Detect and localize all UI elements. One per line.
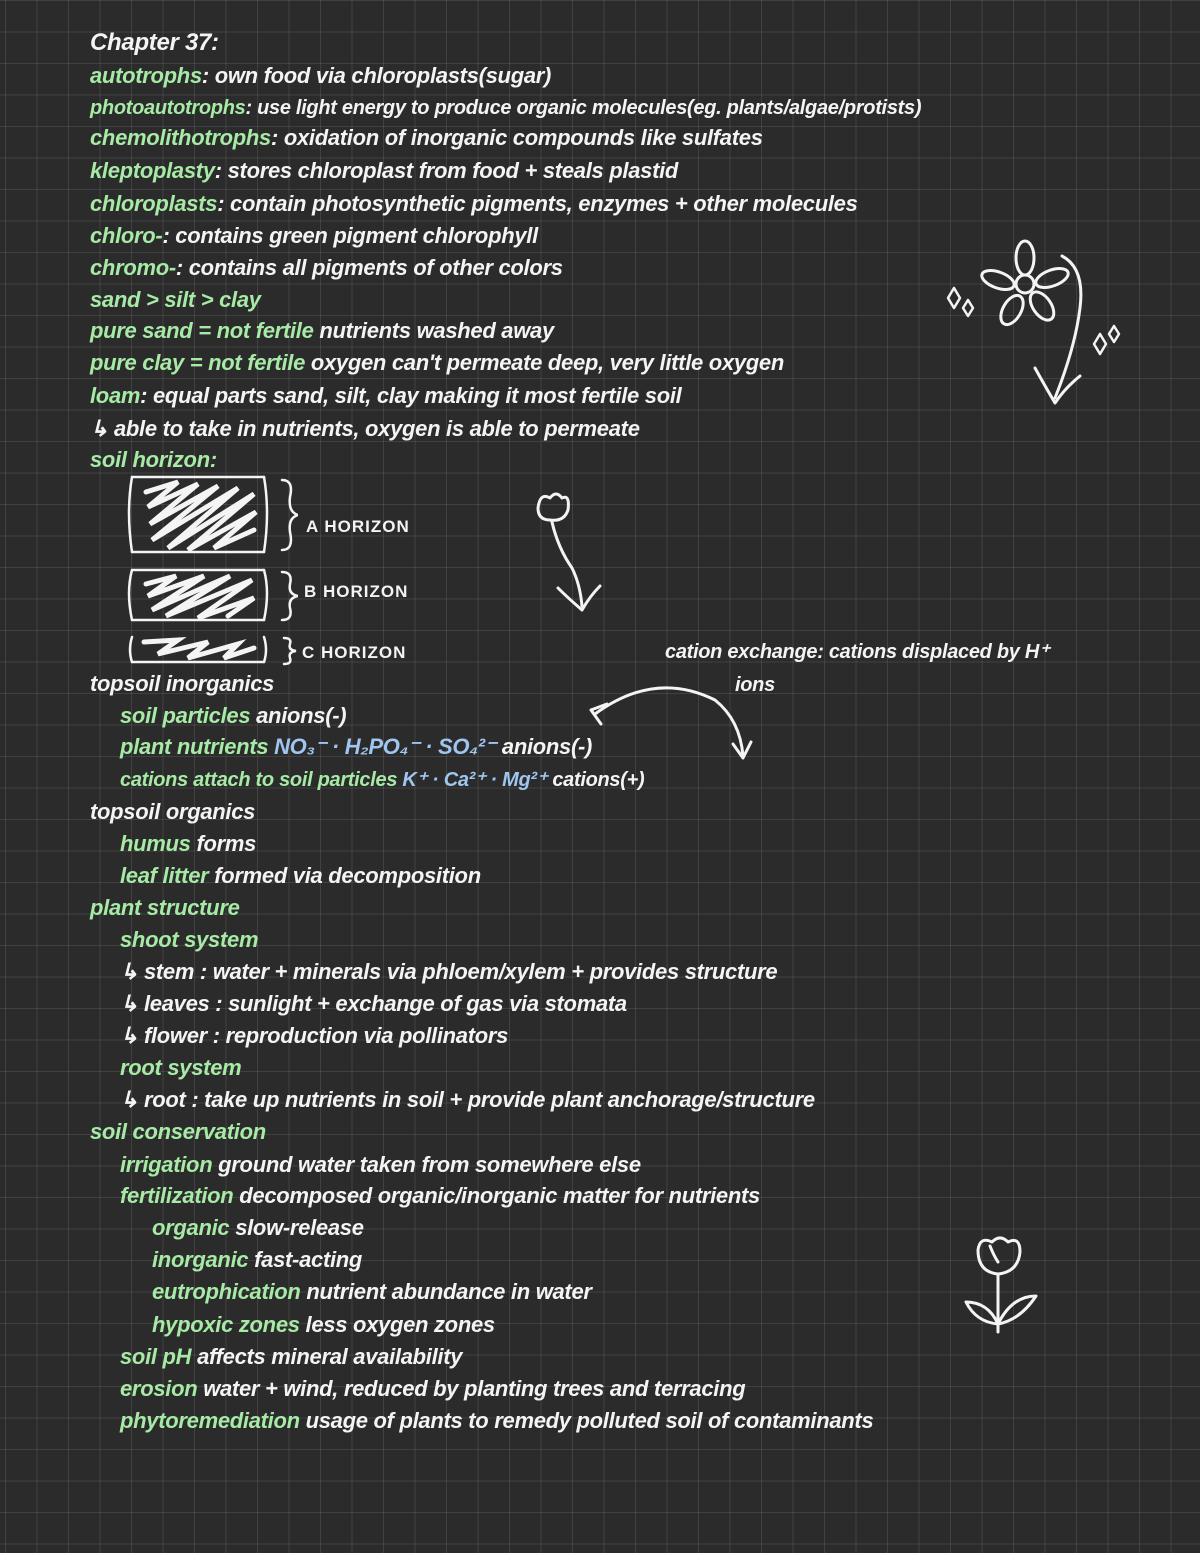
definition: decomposed organic/inorganic matter for nutrients [239,1183,760,1208]
definition-line [90,316,554,346]
definition: anions(-) [501,734,593,759]
soil-conservation-heading: soil conservation [90,1119,266,1144]
cation-exchange-continuation: ions [735,674,775,696]
sparkle-icon [948,288,1119,354]
leaf-litter-line [120,861,481,891]
definition: formed via decomposition [214,863,481,888]
tulip-doodle-icon [960,1232,1050,1342]
definition: : equal parts sand, silt, clay making it most fertile soil [140,383,682,408]
tulip-arrow-doodle-icon [528,488,608,618]
term: erosion [120,1376,198,1401]
definition-line [90,123,763,153]
definition: slow-release [235,1215,364,1240]
definition-line [90,221,538,251]
definition-line [90,189,858,219]
flower-line: ↳ flower : reproduction via pollinators [120,1023,509,1048]
definition: oxygen can't permeate deep, very little oxygen [310,350,784,375]
definition: : contains green pigment chlorophyll [162,223,538,248]
definition: anions(-) [256,703,347,728]
definition: cations(+) [552,769,645,791]
root-system-heading: root system [120,1055,242,1080]
inorganic-line [152,1245,362,1275]
cation-exchange-line [665,637,1049,667]
flower-arrow-doodle-icon [940,238,1125,418]
term: soil horizon: [90,447,217,472]
term: soil pH [120,1344,192,1369]
definition-line [90,445,217,475]
fertilization-line [120,1181,760,1211]
hypoxic-zones-line [152,1310,495,1340]
definition-line [90,348,784,378]
term: inorganic [152,1247,249,1272]
term: chemolithotrophs [90,125,271,150]
term: soil particles [120,703,251,728]
definition: affects mineral availability [197,1344,463,1369]
irrigation-line [120,1150,641,1180]
definition: fast-acting [254,1247,363,1272]
definition-line [90,285,261,315]
definition: ↳ able to take in nutrients, oxygen is able to permeate [90,416,640,441]
definition: cations displaced by H⁺ [828,641,1050,663]
term: pure clay = not fertile [90,350,306,375]
definition: : use light energy to produce organic molecules(eg. plants/algae/protists) [245,97,922,119]
term: phytoremediation [120,1408,300,1433]
definition: water + wind, reduced by planting trees and terracing [203,1376,746,1401]
humus-line [120,829,256,859]
definition: : oxidation of inorganic compounds like sulfates [270,125,763,150]
soil-particles-line [120,701,346,731]
definition: : own food via chloroplasts(sugar) [201,63,552,88]
definition: : contains all pigments of other colors [175,255,563,280]
term: hypoxic zones [152,1312,300,1337]
definition-line [90,414,640,444]
definition: usage of plants to remedy polluted soil of contaminants [305,1408,874,1433]
stem-line: ↳ stem : water + minerals via phloem/xylem + provides structure [120,959,778,984]
cations-line [120,765,644,795]
definition-line [90,156,678,186]
leaves-line: ↳ leaves : sunlight + exchange of gas via stomata [120,991,627,1016]
definition: forms [196,831,257,856]
phytoremediation-line [120,1406,873,1436]
topsoil-organics-heading: topsoil organics [90,799,256,824]
definition-line [90,61,551,91]
nutrient-ions: NO₃⁻ · H₂PO₄⁻ · SO₄²⁻ [274,734,497,759]
shoot-system-heading: shoot system [120,927,259,952]
a-horizon-label: A HORIZON [306,517,410,536]
term: chromo- [90,255,176,280]
term: autotrophs [90,63,202,88]
definition: : stores chloroplast from food + steals plastid [214,158,679,183]
definition: nutrient abundance in water [306,1279,592,1304]
soil-ph-line [120,1342,462,1372]
chapter-title: Chapter 37: [90,29,219,56]
organic-line [152,1213,364,1243]
definition: less oxygen zones [305,1312,495,1337]
term: kleptoplasty [90,158,215,183]
term: fertilization [120,1183,234,1208]
soil-horizon-diagram [118,472,298,670]
topsoil-inorganics-heading: topsoil inorganics [90,671,275,696]
term: humus [120,831,191,856]
definition-line [90,381,681,411]
erosion-line [120,1374,745,1404]
eutrophication-line [152,1277,592,1307]
term: pure sand = not fertile [90,318,314,343]
term: cations attach to soil particles [120,769,398,791]
c-horizon-label: C HORIZON [302,643,407,662]
term: eutrophication [152,1279,301,1304]
term: organic [152,1215,230,1240]
b-horizon-label: B HORIZON [304,582,409,601]
term: photoautotrophs [90,97,246,119]
plant-structure-heading: plant structure [90,895,240,920]
soil-layers-drawing [118,472,298,670]
definition: : contain photosynthetic pigments, enzymes + other molecules [217,191,858,216]
term: plant nutrients [120,734,269,759]
term: sand > silt > clay [90,287,261,312]
definition-line [90,93,921,123]
term: loam [90,383,141,408]
term: cation exchange: [665,641,824,663]
definition: ground water taken from somewhere else [218,1152,641,1177]
root-line: ↳ root : take up nutrients in soil + provide plant anchorage/structure [120,1087,815,1112]
term: chloroplasts [90,191,218,216]
cation-ions: K⁺ · Ca²⁺ · Mg²⁺ [402,769,548,791]
definition: nutrients washed away [319,318,554,343]
term: chloro- [90,223,163,248]
curved-arrow-icon [585,680,760,765]
definition-line [90,253,563,283]
term: irrigation [120,1152,213,1177]
plant-nutrients-line [120,732,592,762]
term: leaf litter [120,863,209,888]
